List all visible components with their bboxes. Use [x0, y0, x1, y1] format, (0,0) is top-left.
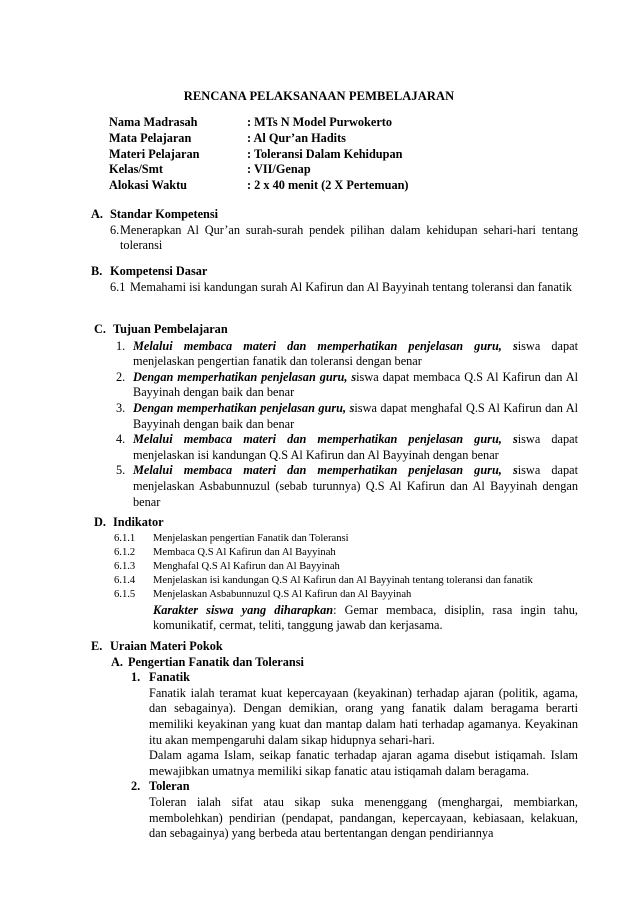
point-title: Toleran [149, 779, 190, 794]
indikator-text: Menjelaskan pengertian Fanatik dan Toleransi [153, 532, 349, 544]
item-emphasis: Dengan memperhatikan penjelasan guru, s [133, 369, 357, 384]
identity-value: : Toleransi Dalam Kehidupan [247, 146, 403, 161]
item-text [133, 432, 578, 463]
section-number: C. [94, 322, 106, 336]
item-emphasis: Melalui membaca materi dan memperhatikan penjelasan guru, s [133, 463, 518, 478]
section-number: A. [91, 207, 103, 221]
identity-value: : VII/Genap [247, 162, 311, 177]
identity-row [109, 178, 409, 194]
karakter-text: : Gemar membaca, disiplin, rasa ingin tahu, komunikatif, cermat, teliti, tanggung jawab dan kerjasama. [153, 602, 578, 633]
point-number: 1. [131, 670, 141, 685]
identity-label: Alokasi Waktu [109, 178, 188, 193]
item-text [133, 339, 578, 370]
item-rest: iswa dapat membaca Q.S Al Kafirun dan Al Bayyinah dengan baik dan benar [133, 369, 578, 400]
point-number: 2. [131, 779, 141, 794]
indikator-item [114, 560, 578, 574]
fanatik-paragraph: Fanatik ialah teramat kuat kepercayaan (keyakinan) terhadap ajaran (politik, agama, dan sebagainya). Dengan demikian, orang yang fanatik dalam beragama berarti memiliki keyakinan yang kuat dan mantap dalam hati terhadap agamanya. Keyakinan itu akan mempengaruhi dalam sikap hidupnya sehari-hari. [149, 685, 578, 747]
indikator-code: 6.1.1 [114, 532, 136, 544]
identity-table [109, 115, 409, 194]
subsection-heading [111, 655, 578, 671]
standar-kompetensi-item [110, 223, 578, 254]
page-title: RENCANA PELAKSANAAN PEMBELAJARAN [183, 89, 455, 103]
section-indikator [94, 515, 578, 634]
indikator-text: Menghafal Q.S Al Kafirun dan Al Bayyinah [153, 560, 340, 572]
section-heading [94, 515, 578, 531]
identity-label: Kelas/Smt [109, 162, 163, 177]
section-title: Uraian Materi Pokok [110, 639, 223, 653]
item-text: Memahami isi kandungan surah Al Kafirun dan Al Bayyinah tentang toleransi dan fanatik [130, 279, 572, 294]
identity-row [109, 115, 409, 131]
indikator-item [114, 574, 578, 588]
section-number: B. [91, 264, 103, 278]
indikator-text: Membaca Q.S Al Kafirun dan Al Bayyinah [153, 546, 336, 558]
item-emphasis: Dengan memperhatikan penjelasan guru, s [133, 400, 355, 415]
identity-row [109, 147, 409, 163]
toleran-paragraph: Toleran ialah sifat atau sikap suka menenggang (menghargai, membiarkan, membolehkan) pendirian (pendapat, pandangan, kepercayaan, kebiasaan, kelakuan, dan sebagainya) yang berbeda atau bertentangan dengan pendiriannya [149, 794, 578, 841]
section-heading [91, 207, 578, 223]
indikator-item [114, 532, 578, 546]
indikator-code: 6.1.2 [114, 546, 136, 558]
subsection-title: Pengertian Fanatik dan Toleransi [128, 654, 304, 669]
point-heading [131, 779, 578, 795]
indikator-code: 6.1.4 [114, 574, 136, 586]
identity-label: Nama Madrasah [109, 115, 198, 129]
section-title: Indikator [113, 515, 164, 529]
item-rest: iswa dapat menjelaskan pengertian fanatik dan toleransi dengan benar [133, 338, 578, 369]
point-heading [131, 670, 578, 686]
section-heading [91, 264, 578, 280]
item-number: 5. [116, 463, 126, 478]
identity-value: : MTs N Model Purwokerto [247, 115, 393, 129]
item-number: 6.1 [110, 279, 126, 294]
section-heading [94, 322, 578, 338]
item-rest: iswa dapat menghafal Q.S Al Kafirun dan Al Bayyinah dengan baik dan benar [133, 400, 578, 431]
section-tujuan-pembelajaran [94, 322, 578, 510]
identity-row [109, 131, 409, 147]
indikator-code: 6.1.3 [114, 560, 136, 572]
item-text [133, 463, 578, 510]
indikator-item [114, 546, 578, 560]
subsection-number: A. [111, 654, 123, 669]
item-number: 1. [116, 338, 126, 353]
item-rest: iswa dapat menjelaskan isi kandungan Q.S Al Kafirun dan Al Bayyinah dengan benar [133, 432, 578, 462]
section-standar-kompetensi [91, 207, 578, 254]
section-title: Standar Kompetensi [110, 207, 219, 221]
section-heading [91, 639, 578, 655]
item-number: 6. [110, 222, 120, 237]
item-emphasis: Melalui membaca materi dan memperhatikan penjelasan guru, s [133, 338, 518, 353]
indikator-text: Menjelaskan Asbabunnuzul Q.S Al Kafirun dan Al Bayyinah [153, 588, 412, 600]
section-title: Kompetensi Dasar [110, 264, 208, 278]
identity-label: Materi Pelajaran [109, 146, 200, 161]
identity-row [109, 162, 409, 178]
indikator-code: 6.1.5 [114, 588, 136, 600]
tujuan-item [116, 401, 578, 432]
indikator-text: Menjelaskan isi kandungan Q.S Al Kafirun dan Al Bayyinah tentang toleransi dan fanatik [153, 574, 533, 586]
identity-value: : 2 x 40 menit (2 X Pertemuan) [247, 178, 409, 193]
identity-value: : Al Qur’an Hadits [247, 130, 346, 145]
karakter-siswa [153, 603, 578, 634]
section-uraian-materi [91, 639, 578, 842]
item-number: 2. [116, 369, 126, 384]
item-text [133, 401, 578, 432]
fanatik-paragraph: Dalam agama Islam, seikap fanatic terhadap ajaran agama disebut istiqamah. Islam mewajibkan umatnya memiliki sikap fanatic atau istiqamah dalam beragama. [149, 748, 578, 778]
item-emphasis: Melalui membaca materi dan memperhatikan penjelasan guru, s [133, 432, 518, 447]
tujuan-item [116, 463, 578, 510]
tujuan-item [116, 339, 578, 370]
karakter-label: Karakter siswa yang diharapkan [153, 602, 334, 617]
section-kompetensi-dasar [91, 264, 578, 295]
item-rest: iswa dapat menjelaskan Asbabunnuzul (sebab turunnya) Q.S Al Kafirun dan Al Bayyinah dengan benar [133, 463, 578, 509]
item-number: 4. [116, 432, 126, 447]
section-number: D. [94, 515, 106, 529]
tujuan-item [116, 432, 578, 463]
tujuan-item [116, 370, 578, 401]
indikator-list [114, 532, 578, 602]
item-text [133, 370, 578, 401]
item-text: Menerapkan Al Qur’an surah-surah pendek pilihan dalam kehidupan sehari-hari tentang toleransi [120, 222, 578, 253]
kompetensi-dasar-item [110, 280, 578, 296]
indikator-item [114, 588, 578, 602]
section-title: Tujuan Pembelajaran [113, 322, 228, 336]
identity-label: Mata Pelajaran [109, 130, 192, 145]
section-number: E. [91, 639, 103, 653]
point-title: Fanatik [149, 670, 190, 685]
item-number: 3. [116, 400, 126, 415]
